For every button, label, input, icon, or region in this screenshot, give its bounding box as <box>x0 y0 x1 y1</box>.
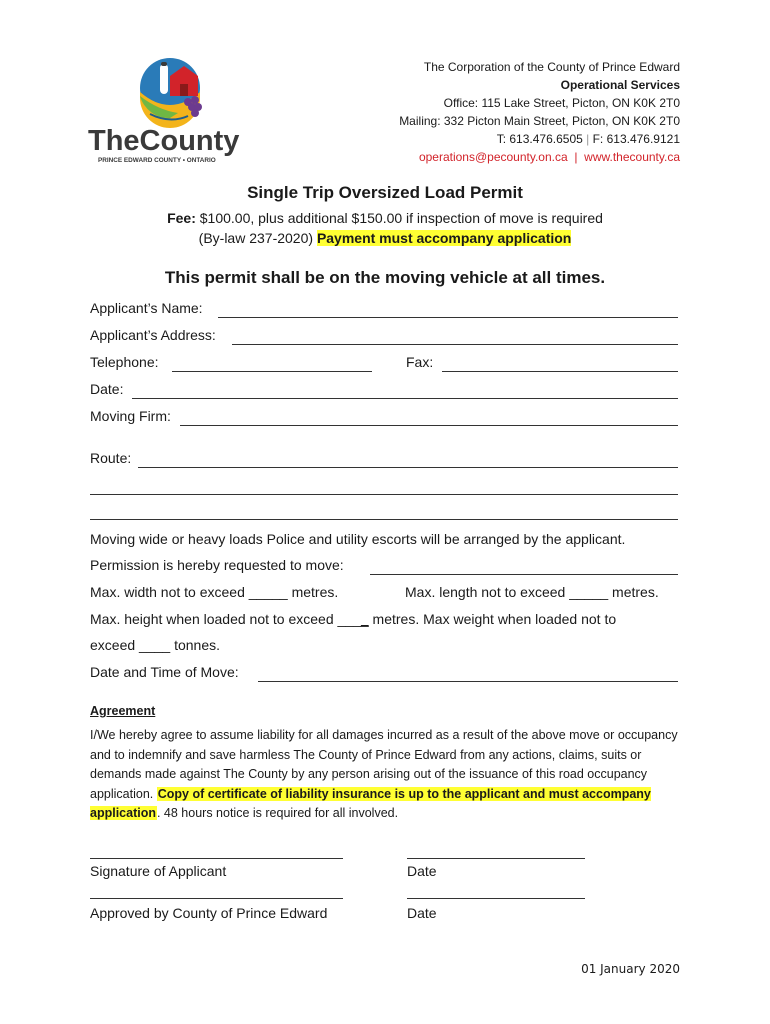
county-logo <box>88 58 253 166</box>
applicant-signature-field[interactable] <box>90 842 343 859</box>
telephone-label: Telephone: <box>90 354 159 370</box>
permission-field[interactable] <box>370 558 678 575</box>
email-link[interactable]: operations@pecounty.on.ca <box>418 150 568 164</box>
insurance-notice: Copy of certificate of liability insurance is up to the applicant and must accompany application <box>90 786 651 820</box>
office-address: Office: 115 Lake Street, Picton, ON K0K 2T0 <box>443 96 680 110</box>
link-separator: | <box>574 150 578 164</box>
agreement-body: I/We hereby agree to assume liability for all damages incurred as a result of the above move or occupancy and to indemnify and save harmless The County of Prince Edward from any actions, claims, suits or demands made against The County by any person arising out of the issuance of this road occupancy application. Copy of certificate of liability insurance is up to the applicant and must accompany application. 48 hours notice is required for all involved. <box>90 728 678 820</box>
moving-firm-field[interactable] <box>180 409 678 426</box>
org-name: The Corporation of the County of Prince Edward <box>423 60 680 74</box>
route-label: Route: <box>90 450 132 466</box>
fax-field[interactable] <box>442 355 678 372</box>
header-address <box>399 58 680 166</box>
date-label: Date: <box>90 381 124 397</box>
approval-date-field[interactable] <box>407 882 585 899</box>
applicant-signature-label: Signature of Applicant <box>90 863 227 879</box>
applicant-address-field[interactable] <box>232 328 678 345</box>
fax-label: Fax: <box>406 354 434 370</box>
permission-label: Permission is hereby requested to move: <box>90 557 344 573</box>
moving-firm-label: Moving Firm: <box>90 408 171 424</box>
approval-signature-field[interactable] <box>90 882 343 899</box>
move-time-field[interactable] <box>258 665 678 682</box>
fee-block <box>0 208 770 248</box>
bylaw-text: (By-law 237-2020) <box>198 230 317 246</box>
payment-notice: Payment must accompany application <box>316 230 572 246</box>
route-field-line-3[interactable] <box>90 503 678 520</box>
logo-tagline: PRINCE EDWARD COUNTY • ONTARIO <box>98 157 216 164</box>
county-logo-icon <box>88 58 253 166</box>
fax-number: F: 613.476.9121 <box>592 132 680 146</box>
applicant-date-label: Date <box>407 863 437 879</box>
logo-name: TheCounty <box>88 125 240 157</box>
date-field[interactable] <box>132 382 678 399</box>
footer-date: 01 January 2020 <box>581 962 680 976</box>
applicant-date-field[interactable] <box>407 842 585 859</box>
applicant-name-field[interactable] <box>218 301 678 318</box>
max-width-text: Max. width not to exceed _____ metres. <box>90 584 339 600</box>
telephone-field[interactable] <box>172 355 372 372</box>
vehicle-notice: This permit shall be on the moving vehicle at all times. <box>164 268 606 287</box>
route-field[interactable] <box>138 451 678 468</box>
mailing-address: Mailing: 332 Picton Main Street, Picton, ON K0K 2T0 <box>399 114 680 128</box>
fee-text: $100.00, plus additional $150.00 if inspection of move is required <box>195 210 603 226</box>
max-height-text: Max. height when loaded not to exceed ____ metres. Max weight when loaded not to <box>90 611 617 627</box>
contact-numbers <box>399 130 680 148</box>
approval-date-label: Date <box>407 905 437 921</box>
page-title: Single Trip Oversized Load Permit <box>247 183 523 202</box>
max-length-text: Max. length not to exceed _____ metres. <box>405 584 659 600</box>
route-field-line-2[interactable] <box>90 478 678 495</box>
approval-signature-label: Approved by County of Prince Edward <box>90 905 328 921</box>
website-link[interactable]: www.thecounty.ca <box>584 150 680 164</box>
max-weight-text: exceed ____ tonnes. <box>90 637 220 653</box>
move-time-label: Date and Time of Move: <box>90 664 239 680</box>
escort-text: Moving wide or heavy loads Police and utility escorts will be arranged by the applicant. <box>90 531 626 547</box>
applicant-name-label: Applicant’s Name: <box>90 300 203 316</box>
contact-links <box>399 148 680 166</box>
applicant-address-label: Applicant’s Address: <box>90 327 216 343</box>
agreement-heading: Agreement <box>90 704 156 718</box>
fee-label: Fee: <box>167 210 196 226</box>
dept-name: Operational Services <box>560 78 680 92</box>
separator: | <box>586 132 593 146</box>
phone-number: T: 613.476.6505 <box>496 132 583 146</box>
